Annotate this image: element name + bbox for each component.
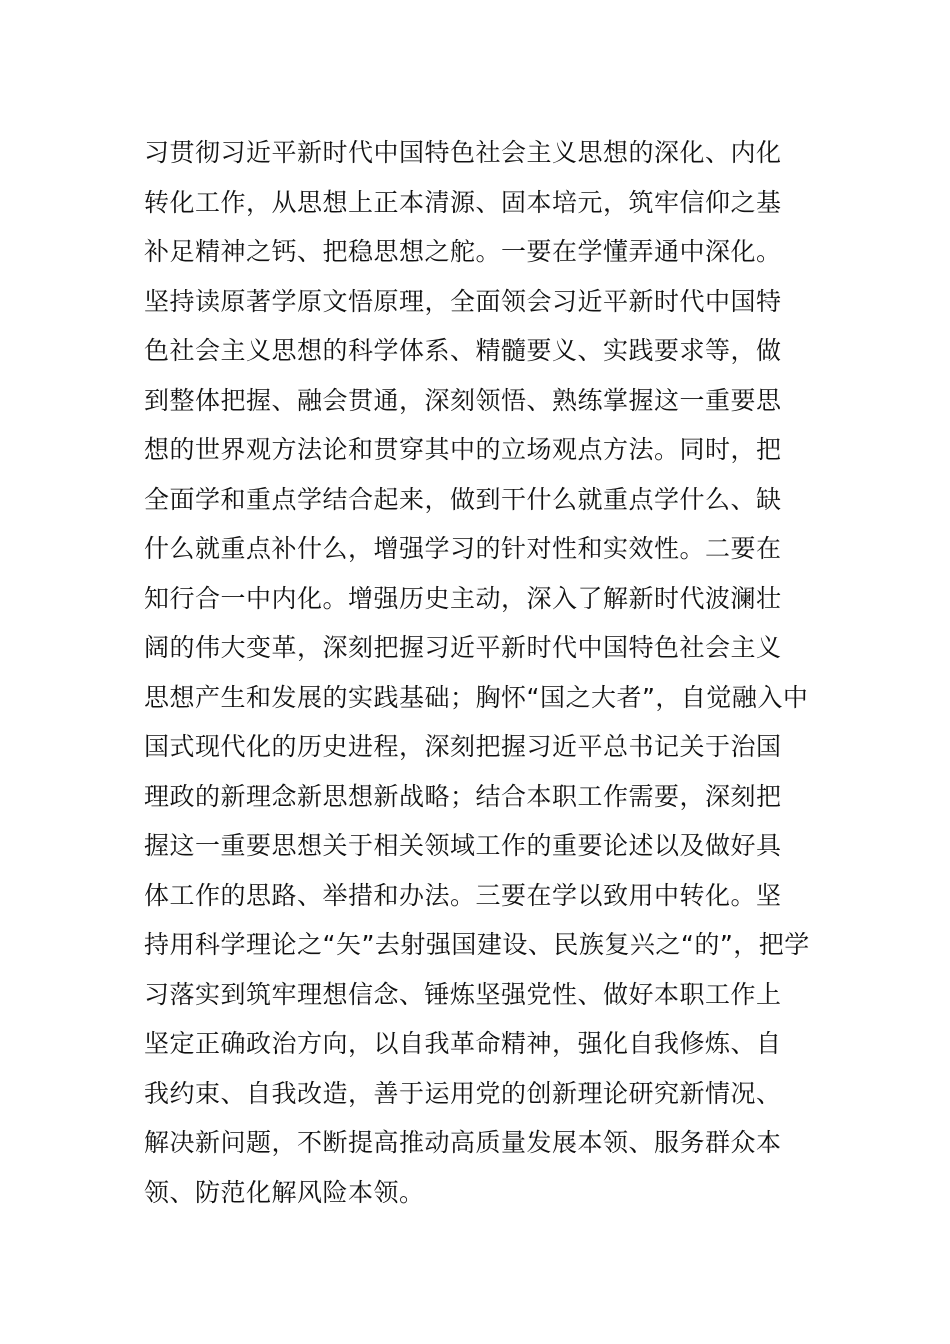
text-line: 到整体把握、融会贯通，深刻领悟、熟练掌握这一重要思 — [144, 385, 782, 415]
text-line: 什么就重点补什么，增强学习的针对性和实效性。二要在 — [144, 534, 782, 563]
text-line: 体工作的思路、举措和办法。三要在学以致用中转化。坚 — [144, 880, 782, 910]
text-line: 思想产生和发展的实践基础；胸怀“国之大者”，自觉融入中 — [144, 682, 809, 712]
text-line: 转化工作，从思想上正本清源、固本培元，筑牢信仰之基 — [144, 187, 782, 217]
text-line: 坚持读原著学原文悟原理，全面领会习近平新时代中国特 — [144, 286, 782, 316]
body-paragraph — [144, 128, 814, 1217]
text-line: 持用科学理论之“矢”去射强国建设、民族复兴之“的”，把学 — [144, 930, 810, 959]
text-line: 领、防范化解风险本领。 — [144, 1177, 425, 1207]
text-line: 色社会主义思想的科学体系、精髓要义、实践要求等，做 — [144, 336, 782, 365]
text-line: 阔的伟大变革，深刻把握习近平新时代中国特色社会主义 — [144, 633, 782, 662]
text-line: 理政的新理念新思想新战略；结合本职工作需要，深刻把 — [144, 781, 782, 811]
text-line: 握这一重要思想关于相关领域工作的重要论述以及做好具 — [144, 831, 782, 860]
text-line: 知行合一中内化。增强历史主动，深入了解新时代波澜壮 — [144, 583, 782, 613]
text-line: 全面学和重点学结合起来，做到干什么就重点学什么、缺 — [144, 484, 782, 514]
text-line: 解决新问题，不断提高推动高质量发展本领、服务群众本 — [144, 1128, 782, 1157]
text-line: 国式现代化的历史进程，深刻把握习近平总书记关于治国 — [144, 732, 782, 761]
text-line: 想的世界观方法论和贯穿其中的立场观点方法。同时，把 — [144, 435, 782, 464]
text-line: 习落实到筑牢理想信念、锤炼坚强党性、做好本职工作上 — [144, 979, 782, 1009]
text-line: 我约束、自我改造，善于运用党的创新理论研究新情况、 — [144, 1078, 782, 1108]
text-line: 补足精神之钙、把稳思想之舵。一要在学懂弄通中深化。 — [144, 237, 782, 266]
text-line: 习贯彻习近平新时代中国特色社会主义思想的深化、内化 — [144, 138, 782, 167]
text-line: 坚定正确政治方向，以自我革命精神，强化自我修炼、自 — [144, 1029, 782, 1058]
